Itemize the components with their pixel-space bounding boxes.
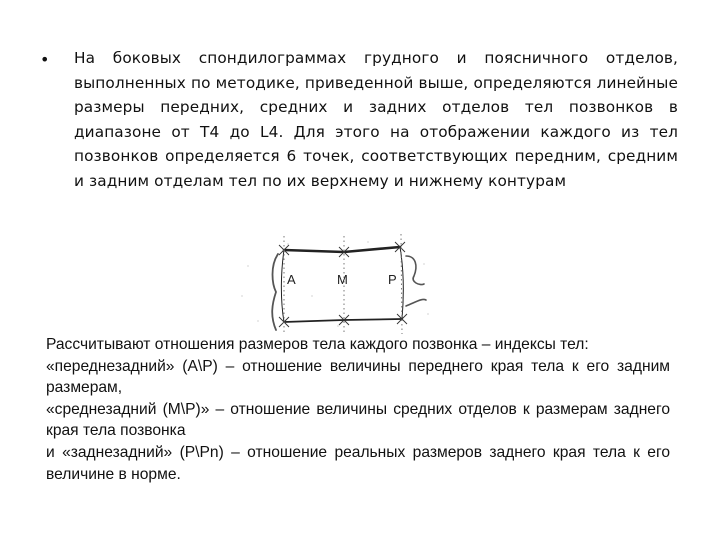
vertebra-diagram — [228, 226, 442, 336]
label-a: A — [287, 272, 296, 287]
bullet-paragraph: На боковых спондилограммах грудного и поясничного отделов, выполненных по методике, приведенной выше, определяются линейные размеры передних, средних и задних отделов тел позвонков в диапазоне от Т4 до L4. Для этого на отображении каждого из тел позвонков определяется 6 точек, соответствующих передним, средним и задним отделам тел по их верхнему и нижнему контурам — [74, 49, 678, 190]
index-anteroposterior: «переднезадний» (A\P) – отношение величины переднего края тела к его задним размерам, — [46, 357, 670, 397]
bullet-item — [40, 46, 680, 193]
label-m: M — [337, 272, 348, 287]
bullet-marker: • — [40, 50, 50, 69]
index-posterior-norm: и «заднезадний» (P\Pn) – отношение реальных размеров заднего края тела к его величине в норме. — [46, 443, 670, 483]
label-p: P — [388, 272, 397, 287]
index-middle-posterior: «среднезадний (M\P)» – отношение величины средних отделов к размерам заднего края тела позвонка — [46, 400, 670, 440]
indices-description — [46, 334, 670, 485]
indices-intro: Рассчитывают отношения размеров тела каждого позвонка – индексы тел: — [46, 336, 589, 353]
vertebra-diagram-svg — [228, 226, 442, 336]
